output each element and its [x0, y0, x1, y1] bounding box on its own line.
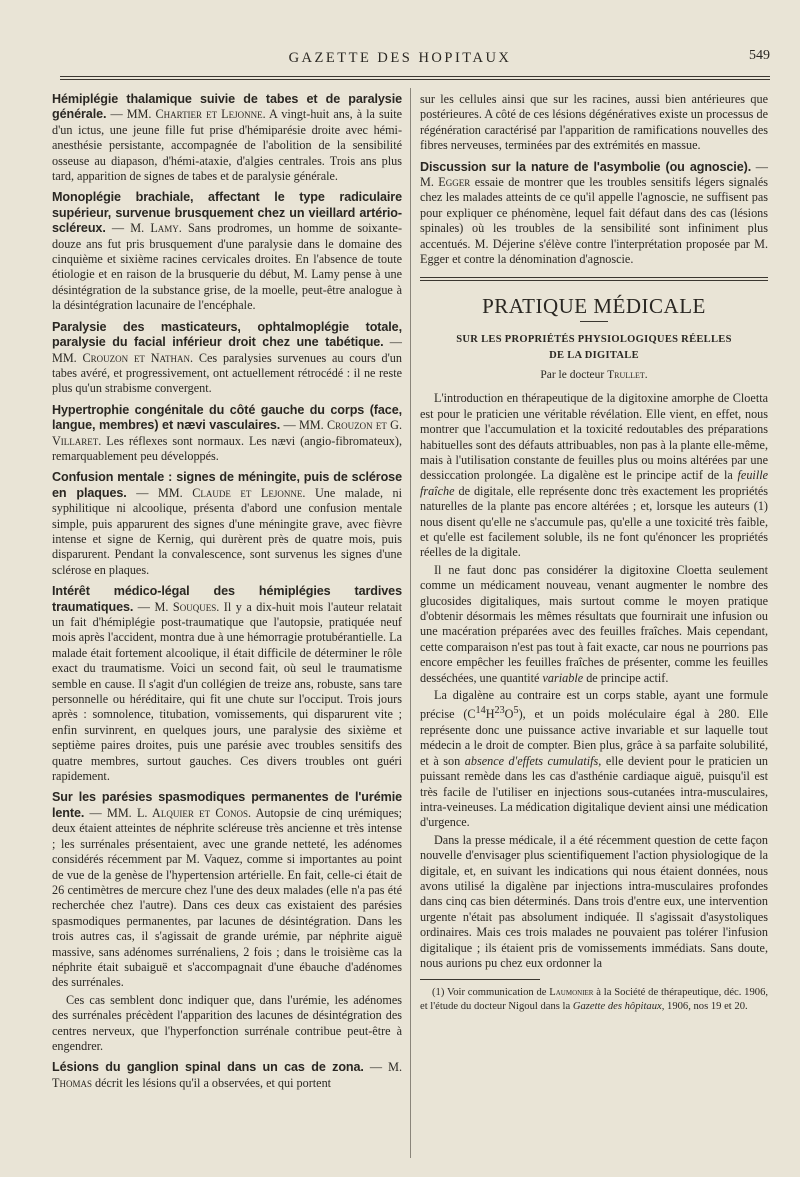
formula-superscript: 14 [475, 705, 486, 717]
footnote-text: à la Société de thérapeutique, déc. 1906, et l'étude du docteur Nigoul dans la [420, 987, 769, 1012]
entry-title: Discussion sur la nature de l'asymbolie (ou agnoscie). [420, 159, 752, 174]
section-title: PRATIQUE MÉDICALE [482, 294, 706, 319]
paragraph-text: ), et un poids moléculaire égal à 280. Elle représente donc une puissance active invariable et sur laquelle tout médecin a le droit de compter. Bien plus, grâce à sa parfaite solubilité, et à son [420, 707, 768, 768]
journal-title: GAZETTE DES HOPITAUX [288, 50, 512, 66]
emphasis-text: feuille fraîche [420, 468, 769, 498]
entry-body: Les réflexes sont normaux. Les nævi (angio-fibromateux), remarquablement peu développés. [52, 433, 403, 463]
report-entry: Monoplégie brachiale, affectant le type radiculaire supérieur, survenue brusquement chez un vieillard artério-scléreux. — M. Lamy. Sans prodromes, un homme de soixante-douze ans fut pris brusquement d'une paralysie dans le domaine des cinquième et sixième racines cervicales droites. En l'absence de toute étiologie et en raison de la brusquerie du début, M. Lamy pense à une désintégration de la substance grise, de la moelle, peut-être analogue à la désintégration lacunaire de l'encéphale. [52, 190, 403, 313]
entry-title: Hémiplégie thalamique suivie de tabes et de paralysie générale. [52, 92, 402, 122]
entry-body: Sans prodromes, un homme de soixante-douze ans fut pris brusquement d'une paralysie dans le domaine des cinquième et sixième racines cervicales droites. En l'absence de toute étiologie et en raison de la brusquerie du début, M. Lamy pense à une désintégration de la substance grise, de la moelle, peut-être analogue à la désintégration lacunaire de l'encéphale. [52, 221, 403, 313]
article-paragraph [420, 563, 768, 686]
article-paragraph: Dans la presse médicale, il a été récemment question de cette façon nouvelle d'envisager plus scientifiquement l'action physiologique de la digitale, et, en suivant les indications qui nous étaient données, nous avons utilisé la digalène par injections intra-musculaires profondes dans cinq cas bien déterminés. Dans trois d'entre eux, une intervention urgente n'était pas absolument indiquée. Il s'agissait d'asystoliques ordinaires. Mais ces trois malades ne pouvaient pas tolérer l'infusion digitalique ; ils étaient pris de vomissements immédiats. Sans doute, nous aurions pu chez eux ordonner la [420, 832, 768, 970]
footnote-rule [420, 979, 540, 980]
emphasis-text: absence d'effets cumulatifs, [464, 753, 602, 768]
entry-authors: MM. Crouzon et G. Villaret. [52, 418, 402, 448]
report-entry: Discussion sur la nature de l'asymbolie (ou agnoscie). — M. Egger essaie de montrer que les troubles sensitifs légers signalés chez les malades atteints de ce qu'il appelle l'agnoscie, ne suffisent pas pour expliquer ce phénomène, lequel fait défaut dans des cas (lésions spinales) où les troubles de la sensibilité sont infiniment plus accentués. M. Déjerine s'élève contre l'interprétation proposée par M. Egger et contre la dénomination d'agnoscie. [420, 159, 769, 267]
article-title [420, 332, 768, 364]
footnote-text: (1) Voir communication de [432, 987, 547, 999]
report-entry: Lésions du ganglion spinal dans un cas de zona. — M. Thomas décrit les lésions qu'il a observées, et qui portent [52, 1060, 402, 1090]
formula-superscript: 5 [513, 705, 519, 717]
continued-text: sur les cellules ainsi que sur les racines, aussi bien antérieures que postérieures. A côté de ces lésions dégénératives existe un processus de régénération caractérisé par l'apparition de ramifications nouvelles des fibres nerveuses, terminées par des extrémités en massue. [420, 92, 768, 153]
paragraph-text: La digalène au contraire est un corps stable, ayant une formule précise (C [420, 688, 768, 722]
report-entry: Hypertrophie congénitale du côté gauche du corps (face, langue, membres) et nævi vasculaires. — MM. Crouzon et G. Villaret. Les réflexes sont normaux. Les nævi (angio-fibromateux), remarquablement peu développés. [52, 402, 403, 463]
formula-text: H [485, 707, 495, 722]
entry-body: décrit les lésions qu'il a observées, et qui portent [95, 1075, 332, 1090]
article-title-line-1: SUR LES PROPRIÉTÉS PHYSIOLOGIQUES RÉELLES [456, 333, 732, 345]
report-entry: Paralysie des masticateurs, ophtalmoplégie totale, paralysie du facial inférieur droit chez une tabétique. — MM. Crouzon et Nathan. Ces paralysies survenues au cours d'un tabes avéré, et progressivement, ont actuellement rétrocédé : il ne reste plus qu'un strabisme convergent. [52, 319, 402, 396]
entry-authors: MM. Claude et Lejonne. [157, 485, 306, 500]
report-entry: Intérêt médico-légal des hémiplégies tardives traumatiques. — M. Souques. Il y a dix-huit mois l'auteur relatait un fait d'hémiplégie post-traumatique que l'autopsie, pratiquée neuf mois après l'accident, montra due à une hémorragie protubérantielle. La malade était fortement alcoolique, il était difficile de déterminer le rôle exact du traumatisme. Voici un second fait, où seul le traumatisme semble en cause. Il s'agit d'un collégien de treize ans, robuste, sans tare personnelle ou héréditaire, qui fit une chute sur l'occiput. Trois jours après : somnolence, titubation, vomissements, qui disparurent vite ; enfin survinrent, en quelques jours, une paralysie des sixième et septième paires droites, puis une parésie avec troubles sensitifs des quatre membres, surtout gauches. Ces divers troubles ont guéri rapidement. [52, 584, 403, 784]
article-title-line-2: DE LA DIGITALE [549, 349, 639, 361]
section-divider [420, 277, 768, 281]
emphasis-text: variable [542, 670, 584, 685]
footnote-journal: Gazette des hôpitaux, [572, 1000, 665, 1012]
formula-superscript: 23 [494, 705, 505, 717]
entry-title: Monoplégie brachiale, affectant le type radiculaire supérieur, survenue brusquement chez un vieillard artério-scléreux. [52, 190, 402, 236]
left-column [52, 92, 402, 1097]
byline-prefix: Par le docteur [540, 368, 605, 381]
entry-body-continued: Ces cas semblent donc indiquer que, dans l'urémie, les adénomes des surrénales précèdent l'apparition des lacunes de désintégration des centres nerveux, que l'hyperfonction surrénale contribue peut-être à engendrer. [52, 992, 402, 1053]
formula-text: O [504, 707, 514, 722]
entry-authors: M. Lamy. [130, 221, 182, 236]
entry-authors: MM. Chartier et Lejonne. [126, 107, 266, 122]
paragraph-text: L'introduction en thérapeutique de la digitoxine amorphe de Cloetta est pour le praticien une véritable révélation. Elle vient, en effet, nous montrer que l'accumulation et la toxicité redoutables des préparations habituelles sont des défauts attribuables, non pas à la plante elle-même, mais à l'utilisation constante de feuilles plus ou moins altérées par une dessiccation prolongée. La digalène est le principe actif de la [420, 391, 768, 483]
entry-body: A vingt-huit ans, à la suite d'un ictus, une jeune fille fut prise d'hémiparésie droite avec hémi-anesthésie persistante, accompagnée de l'abolition de la sensibilité osseuse au diapason, d'hémi-ataxie, d'algies centrales. Trois ans plus tard, apparition de signes de tabes et de paralysie générale. [52, 107, 403, 184]
entry-body: Ces paralysies survenues au cours d'un tabes avéré, et progressivement, ont actuellement rétrocédé : il ne reste plus qu'un strabisme convergent. [52, 350, 402, 396]
entry-authors: MM. L. Alquier et Conos. [107, 805, 252, 820]
entry-authors: M. Thomas [52, 1060, 402, 1090]
entry-title: Sur les parésies spasmodiques permanentes de l'urémie lente. [52, 790, 402, 820]
report-entry: Hémiplégie thalamique suivie de tabes et de paralysie générale. — MM. Chartier et Lejonne. A vingt-huit ans, à la suite d'un ictus, une jeune fille fut prise d'hémiparésie droite avec hémi-anesthésie persistante, accompagnée de l'abolition de la sensibilité osseuse au diapason, d'hémi-ataxie, d'algies centrales. Trois ans plus tard, apparition de signes de tabes et de paralysie générale. [52, 92, 403, 184]
report-entry: Confusion mentale : signes de méningite, puis de sclérose en plaques. — MM. Claude et Lejonne. Une malade, ni syphilitique ni alcoolique, présenta d'abord une confusion mentale simple, puis apparurent des signes d'une méningite grave, avec fièvre intense et signe de Kernig, qui durèrent près de quatre mois, puis disparurent. Pendant la convalescence, sont survenus les signes d'une sclérose en plaques. [52, 470, 403, 577]
entry-title: Paralysie des masticateurs, ophtalmoplégie totale, paralysie du facial inférieur droit chez une tabétique. [52, 319, 402, 350]
report-entry: Sur les parésies spasmodiques permanentes de l'urémie lente. — MM. L. Alquier et Conos. Autopsie de cinq urémiques; deux étaient atteintes de néphrite scléreuse très ancienne et très intense ; les surrénales présentaient, avec une grande netteté, les adénomes considérés récemment par M. Vaquez, comme si importantes au point de vue de la genèse de l'hypertension artérielle. En fait, celle-ci était de 26 centimètres de mercure chez l'une des deux malades (elle n'a pas été recherchée chez l'autre). Dans ces deux cas existaient des parésies spasmodiques permanentes, par lacunes de désintégration. Dans les trois autres cas, il s'agissait de grande urémie, par néphrite aiguë massive, sans adénomes surrénaliens, 2 fois ; dans le troisième cas la néphrite était subaiguë et s'accompagnait d'une ébauche d'adénomes des surrénales. [52, 790, 403, 990]
page-number: 549 [749, 48, 770, 63]
paragraph-text: de digitale, elle représente donc très exactement les propriétés naturelles de la plante pas encore altérées ; et, lorsque les auteurs (1) nous disent qu'elle ne s'accumule pas, qu'elle a une toxicité très faible, et qu'elle est facilement soluble, ils ne font qu'énoncer les propriétés réelles de la digitale. [420, 483, 769, 560]
column-separator [410, 88, 411, 1158]
footnote-text: 1906, nos 19 et 20. [667, 1000, 748, 1012]
footnote-author: Laumonier [549, 987, 594, 999]
entry-title: Intérêt médico-légal des hémiplégies tardives traumatiques. [52, 584, 402, 614]
entry-body: Il y a dix-huit mois l'auteur relatait un fait d'hémiplégie post-traumatique que l'autopsie, pratiquée neuf mois après l'accident, montra due à une hémorragie protubérantielle. La malade était fortement alcoolique, il était difficile de déterminer le rôle exact du traumatisme. Voici un second fait, où seul le traumatisme semble en cause. Il s'agit d'un collégien de treize ans, robuste, sans tare personnelle ou héréditaire, qui fit une chute sur l'occiput. Trois jours après : somnolence, titubation, vomissements, qui disparurent vite ; enfin survinrent, en quelques jours, une paralysie des sixième et septième paires droites, puis une parésie avec troubles sensitifs des quatre membres, surtout gauches. Ces divers troubles ont guéri rapidement. [52, 599, 403, 784]
paragraph-text: Il ne faut donc pas considérer la digitoxine Cloetta seulement comme un médicament nouveau, venant augmenter le nombre des glucosides digitaliques, mais surtout comme le moyen pratique d'obtenir désormais les mêmes résultats que fournirait une infusion ou une macération préparées avec des feuilles fraîches. Mais cependant, cette comparaison n'est pas tout à fait exacte, car nous ne pourrions pas encore empêcher les feuilles fraîches de présenter, comme les feuilles desséchées, une quantité [420, 562, 768, 685]
footnote [420, 986, 768, 1013]
entry-body: Une malade, ni syphilitique ni alcoolique, présenta d'abord une confusion mentale simple, puis apparurent des signes d'une méningite grave, avec fièvre intense et signe de Kernig, qui durèrent près de quatre mois, puis disparurent. Pendant la convalescence, sont survenus les signes d'une sclérose en plaques. [52, 485, 403, 577]
byline-author: Trullet. [607, 368, 648, 381]
entry-title: Lésions du ganglion spinal dans un cas de zona. [52, 1060, 364, 1075]
header-rule [60, 76, 770, 80]
paragraph-text: de principe actif. [586, 670, 669, 685]
entry-title: Confusion mentale : signes de méningite, puis de sclérose en plaques. [52, 470, 402, 500]
byline [420, 368, 768, 383]
right-column [420, 92, 768, 1019]
title-rule [580, 321, 608, 322]
entry-authors: M. Souques. [154, 599, 220, 614]
entry-title: Hypertrophie congénitale du côté gauche du corps (face, langue, membres) et nævi vasculaires. [52, 402, 402, 433]
article-paragraph [420, 688, 768, 831]
entry-body: Autopsie de cinq urémiques; deux étaient atteintes de néphrite scléreuse très ancienne et très intense ; les surrénales présentaient, avec une grande netteté, les adénomes considérés récemment par M. Vaquez, comme si importantes au point de vue de la genèse de l'hypertension artérielle. En fait, celle-ci était de 26 centimètres de mercure chez l'une des deux malades (elle n'a pas été recherchée chez l'autre). Dans ces deux cas existaient des parésies spasmodiques permanentes, par lacunes de désintégration. Dans les trois autres cas, il s'agissait de grande urémie, par néphrite aiguë massive, sans adénomes surrénaliens, 2 fois ; dans le troisième cas la néphrite était subaiguë et s'accompagnait d'une ébauche d'adénomes des surrénales. [52, 805, 403, 990]
paragraph-text: elle devient pour le praticien un puissant remède dans les cas d'asthénie cardiaque aiguë, puisqu'il est très facile de l'utiliser en injections sous-cutanées intra-musculaires, intra-veineuses. La médication digitalique devient ainsi une médication d'urgence. [420, 753, 769, 830]
running-head [30, 50, 770, 70]
entry-body: essaie de montrer que les troubles sensitifs légers signalés chez les malades atteints de ce qu'il appelle l'agnoscie, ne suffisent pas pour expliquer ce phénomène, lequel fait défaut dans des cas (lésions spinales) où les troubles de la sensibilité sont infiniment plus accentués. M. Déjerine s'élève contre l'interprétation proposée par M. Egger et contre la dénomination d'agnoscie. [420, 175, 769, 267]
entry-authors: M. Egger [420, 175, 471, 190]
article-paragraph [420, 391, 768, 560]
entry-authors: MM. Crouzon et Nathan. [52, 350, 194, 365]
